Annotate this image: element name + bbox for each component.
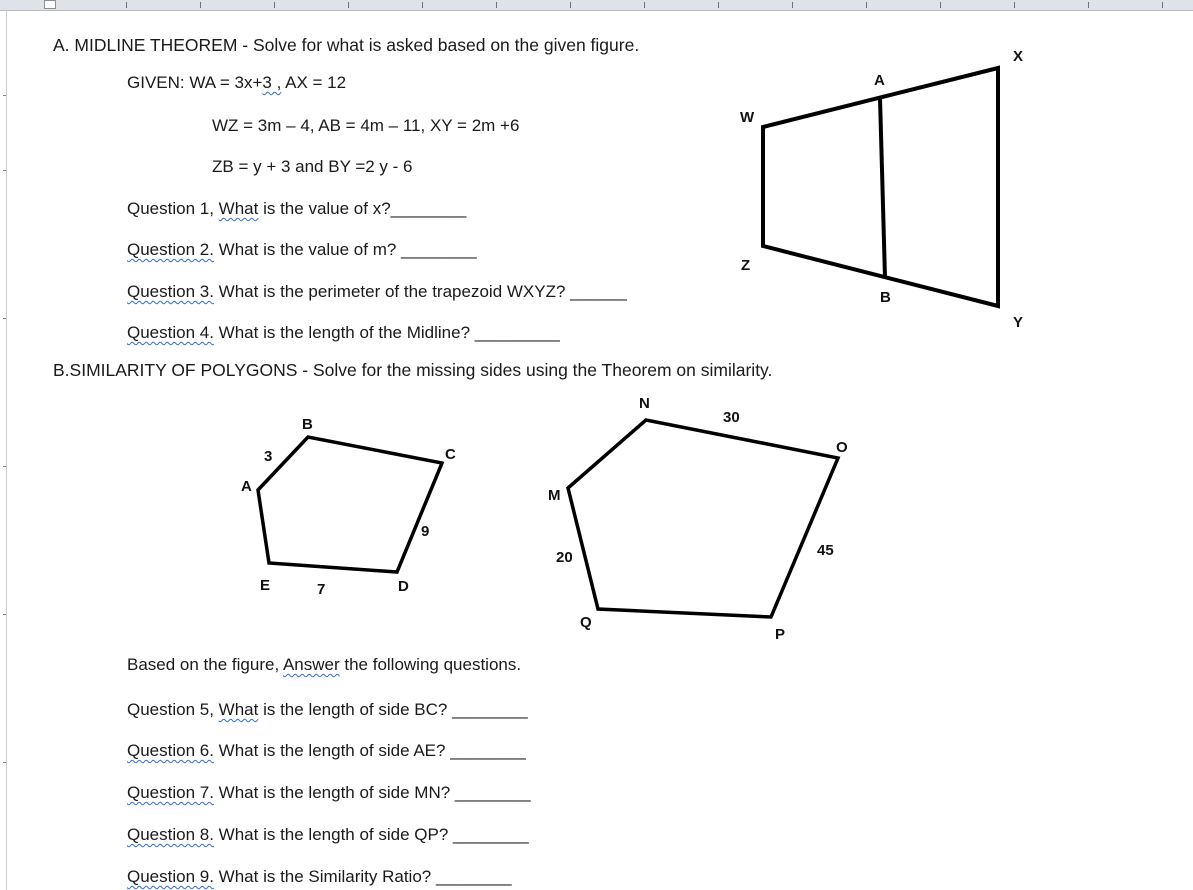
- given-line-2: WZ = 3m – 4, AB = 4m – 11, XY = 2m +6: [212, 116, 520, 135]
- small-pentagon-figure: [258, 437, 442, 572]
- spelling-mark: Question 8.: [127, 825, 214, 844]
- question-5-number: Question 5,: [127, 700, 219, 719]
- given-prefix: GIVEN: WA = 3x+: [127, 73, 263, 92]
- answer-blank[interactable]: ________: [450, 741, 526, 760]
- answer-blank[interactable]: ________: [454, 783, 531, 802]
- answer-blank[interactable]: ________: [453, 825, 529, 844]
- large-pentagon-label-m: M: [548, 487, 561, 504]
- side-label-op: 45: [817, 542, 834, 559]
- trapezoid-label-b: B: [880, 289, 891, 306]
- side-label-mq: 20: [556, 549, 573, 566]
- spelling-mark: Question 9.: [127, 867, 214, 886]
- spelling-mark: Question 3.: [127, 282, 214, 301]
- given-suffix: AX = 12: [281, 73, 347, 92]
- trapezoid-label-y: Y: [1013, 314, 1024, 331]
- spelling-mark: What: [218, 700, 259, 719]
- question-4-text: What is the length of the Midline?: [213, 323, 475, 342]
- small-pentagon-label-d: D: [398, 578, 409, 595]
- small-pentagon-label-e: E: [260, 577, 271, 594]
- answer-blank[interactable]: ________: [435, 867, 512, 886]
- trapezoid-label-x: X: [1013, 48, 1024, 65]
- small-pentagon-label-a: A: [241, 478, 252, 495]
- spelling-mark: Question 2.: [127, 240, 214, 259]
- section-b-heading: B.SIMILARITY OF POLYGONS - Solve for the missing sides using the Theorem on similarity.: [53, 360, 773, 380]
- small-pentagon-label-c: C: [445, 446, 456, 463]
- side-label-no: 30: [723, 409, 740, 426]
- side-label-cd: 9: [421, 523, 430, 540]
- question-3-text: What is the perimeter of the trapezoid WXYZ?: [213, 282, 571, 301]
- question-9-text: What is the Similarity Ratio?: [213, 867, 436, 886]
- large-pentagon-figure: [568, 420, 838, 617]
- question-8-text: What is the length of side QP?: [213, 825, 454, 844]
- spelling-mark: 3 ,: [262, 73, 282, 92]
- intro-text-end: the following questions.: [339, 655, 522, 674]
- spelling-mark: Question 4.: [127, 323, 214, 342]
- large-pentagon-label-o: O: [836, 439, 848, 456]
- answer-blank[interactable]: ________: [390, 199, 467, 218]
- spelling-mark: Question 7.: [127, 783, 214, 802]
- spelling-mark: Answer: [282, 655, 340, 674]
- trapezoid-label-w: W: [740, 109, 755, 126]
- question-1-text: is the value of x?: [258, 199, 391, 218]
- trapezoid-label-z: Z: [741, 257, 751, 274]
- question-7-text: What is the length of side MN?: [213, 783, 455, 802]
- large-pentagon-label-p: P: [775, 626, 786, 643]
- intro-text: Based on the figure,: [127, 655, 283, 674]
- large-pentagon-label-q: Q: [580, 614, 592, 631]
- side-label-ab: 3: [264, 448, 273, 465]
- spelling-mark: Question 6.: [127, 741, 214, 760]
- large-pentagon-shape: [568, 420, 838, 617]
- trapezoid-figure: [763, 68, 998, 306]
- question-5-text: is the length of side BC?: [258, 700, 453, 719]
- question-2-text: What is the value of m?: [213, 240, 402, 259]
- small-pentagon-shape: [258, 437, 442, 572]
- question-6-text: What is the length of side AE?: [213, 741, 451, 760]
- section-a-heading: A. MIDLINE THEOREM - Solve for what is asked based on the given figure.: [53, 35, 640, 55]
- answer-blank[interactable]: ______: [570, 282, 627, 301]
- trapezoid-midline: [880, 98, 885, 278]
- answer-blank[interactable]: ________: [401, 240, 477, 259]
- small-pentagon-label-b: B: [302, 416, 313, 433]
- large-pentagon-label-n: N: [639, 395, 650, 412]
- trapezoid-label-a: A: [874, 72, 885, 89]
- answer-blank[interactable]: ________: [452, 700, 528, 719]
- spelling-mark: What: [218, 199, 259, 218]
- answer-blank[interactable]: _________: [474, 323, 560, 342]
- given-line-3: ZB = y + 3 and BY =2 y - 6: [212, 157, 413, 176]
- side-label-ed: 7: [317, 581, 326, 598]
- question-1-number: Question 1,: [127, 199, 219, 218]
